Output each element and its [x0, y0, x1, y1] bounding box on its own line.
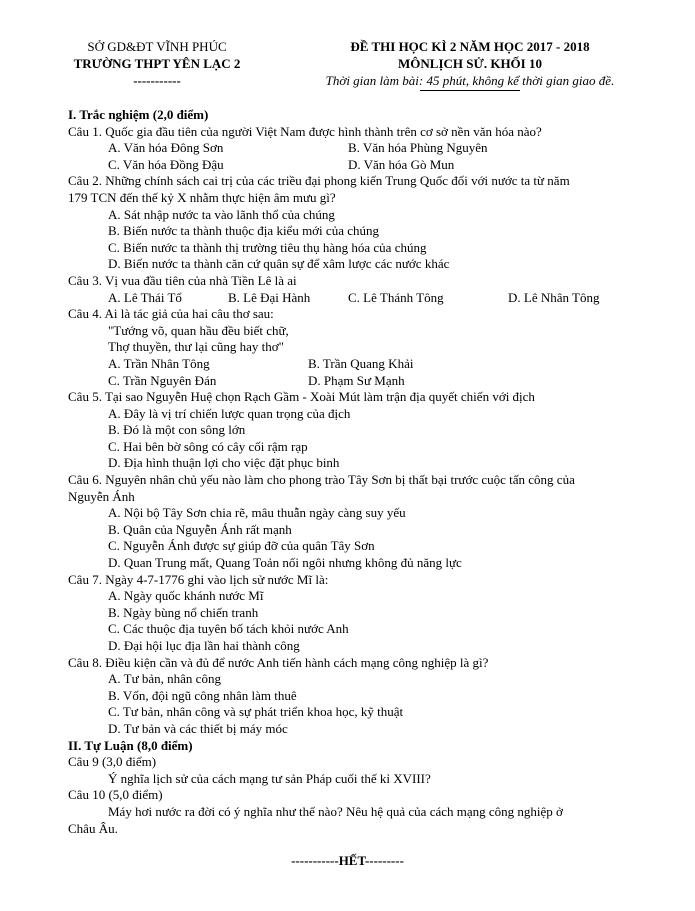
q7-option-c: C. Các thuộc địa tuyên bố tách khỏi nước Anh	[108, 621, 349, 637]
q5-option-d: D. Địa hình thuận lợi cho việc đặt phục binh	[108, 455, 340, 471]
exam-time: Thời gian làm bài: 45 phút, không kể thời gian giao đề.	[325, 73, 615, 88]
question-10-text-line2: Châu Âu.	[68, 820, 118, 836]
q4-options-cd	[68, 373, 648, 390]
q4-option-d: D. Phạm Sư Mạnh	[308, 372, 405, 388]
header-right	[270, 38, 670, 91]
q3-options	[68, 290, 648, 307]
question-8: Câu 8. Điều kiện cần và đủ để nước Anh tiến hành cách mạng công nghiệp là gì?	[68, 654, 489, 670]
department-name: SỞ GD&ĐT VĨNH PHÚC	[87, 39, 227, 54]
q6-option-c: C. Nguyễn Ánh được sự giúp đỡ của quân Tây Sơn	[108, 538, 375, 554]
q6-option-a: A. Nội bộ Tây Sơn chia rẽ, mâu thuẫn ngày càng suy yếu	[108, 505, 406, 521]
q3-option-b: B. Lê Đại Hành	[228, 289, 311, 305]
q1-option-a: A. Văn hóa Đông Sơn	[108, 140, 224, 156]
q5-option-c: C. Hai bên bờ sông có cây cối rậm rạp	[108, 438, 308, 454]
question-10-label: Câu 10 (5,0 điểm)	[68, 787, 163, 803]
q5-option-a: A. Đây là vị trí chiến lược quan trọng của địch	[108, 405, 351, 421]
q1-options-ab	[68, 140, 648, 157]
q2-option-a: A. Sát nhập nước ta vào lãnh thổ của chúng	[108, 206, 335, 222]
q4-option-a: A. Trần Nhân Tông	[108, 355, 210, 371]
q4-option-c: C. Trần Nguyên Đán	[108, 372, 217, 388]
question-6-line2: Nguyễn Ánh	[68, 488, 135, 504]
q2-option-c: C. Biến nước ta thành thị trường tiêu thụ hàng hóa của chúng	[108, 239, 427, 255]
part1-heading: I. Trắc nghiệm (2,0 điểm)	[68, 107, 209, 122]
q7-option-b: B. Ngày bùng nổ chiến tranh	[108, 604, 259, 620]
q1-options-cd	[68, 157, 648, 174]
question-2-line1: Câu 2. Những chính sách cai trị của các triều đại phong kiến Trung Quốc đối với nước ta từ năm	[68, 173, 570, 189]
q7-option-a: A. Ngày quốc khánh nước Mĩ	[108, 588, 264, 604]
q8-option-c: C. Tư bản, nhân công và sự phát triển khoa học, kỹ thuật	[108, 704, 404, 720]
q2-option-b: B. Biến nước ta thành thuộc địa kiểu mới của chúng	[108, 223, 379, 239]
q6-option-d: D. Quan Trung mất, Quang Toản nối ngôi nhưng không đủ năng lực	[108, 555, 462, 571]
q7-option-d: D. Đại hội lục địa lần hai thành công	[108, 638, 300, 653]
q8-option-a: A. Tư bản, nhân công	[108, 671, 221, 687]
exam-title: ĐỀ THI HỌC KÌ 2 NĂM HỌC 2017 - 2018	[350, 39, 590, 54]
q8-option-d: D. Tư bản và các thiết bị máy móc	[108, 720, 288, 736]
q1-option-b: B. Văn hóa Phùng Nguyên	[348, 140, 488, 156]
question-4: Câu 4. Ai là tác giả của hai câu thơ sau:	[68, 306, 274, 322]
part2-heading: II. Tự Luận (8,0 điểm)	[68, 737, 193, 753]
q1-option-d: D. Văn hóa Gò Mun	[348, 156, 455, 172]
header-dashes: -----------	[133, 73, 181, 88]
header-underline	[420, 90, 520, 91]
q6-option-b: B. Quân của Nguyễn Ánh rất mạnh	[108, 521, 292, 537]
exam-content	[68, 107, 648, 837]
q3-option-c: C. Lê Thánh Tông	[348, 289, 444, 305]
header-left	[52, 38, 262, 89]
q5-option-b: B. Đó là một con sông lớn	[108, 422, 246, 438]
q2-option-d: D. Biến nước ta thành căn cứ quân sự để xâm lược các nước khác	[108, 256, 450, 272]
q3-option-a: A. Lê Thái Tổ	[108, 289, 182, 305]
q4-poem-line2: Thợ thuyền, thư lại cũng hay thơ"	[108, 339, 284, 355]
school-name: TRƯỜNG THPT YÊN LẠC 2	[73, 56, 241, 71]
q8-option-b: B. Vốn, đội ngũ công nhân làm thuê	[108, 687, 297, 703]
question-5: Câu 5. Tại sao Nguyễn Huệ chọn Rạch Gầm - Xoài Mút làm trận địa quyết chiến với địch	[68, 389, 535, 405]
question-9-label: Câu 9 (3,0 điểm)	[68, 754, 157, 770]
q4-poem-line1: "Tướng võ, quan hầu đều biết chữ,	[108, 322, 289, 338]
question-6-line1: Câu 6. Nguyên nhân chủ yếu nào làm cho phong trào Tây Sơn bị thất bại trước cuộc tấn công của	[68, 472, 575, 488]
q4-options-ab	[68, 356, 648, 373]
question-10-text-line1: Máy hơi nước ra đời có ý nghĩa như thế nào? Nêu hệ quả của cách mạng công nghiệp ở	[108, 803, 563, 819]
end-marker: -----------HẾT---------	[291, 853, 404, 868]
question-1: Câu 1. Quốc gia đầu tiên của người Việt Nam được hình thành trên cơ sở nền văn hóa nào?	[68, 123, 542, 139]
question-7: Câu 7. Ngày 4-7-1776 ghi vào lịch sử nước Mĩ là:	[68, 571, 329, 587]
question-9-text: Ý nghĩa lịch sử của cách mạng tư sản Pháp cuối thế kỉ XVIII?	[108, 770, 431, 786]
q1-option-c: C. Văn hóa Đồng Đậu	[108, 156, 224, 172]
question-3: Câu 3. Vị vua đầu tiên của nhà Tiền Lê là ai	[68, 272, 297, 288]
question-2-line2: 179 TCN đến thế kỷ X nhằm thực hiện âm mưu gì?	[68, 189, 336, 205]
q4-option-b: B. Trần Quang Khải	[308, 355, 414, 371]
q3-option-d: D. Lê Nhân Tông	[508, 289, 600, 305]
exam-subject: MÔNLỊCH SỬ. KHỐI 10	[398, 56, 542, 71]
